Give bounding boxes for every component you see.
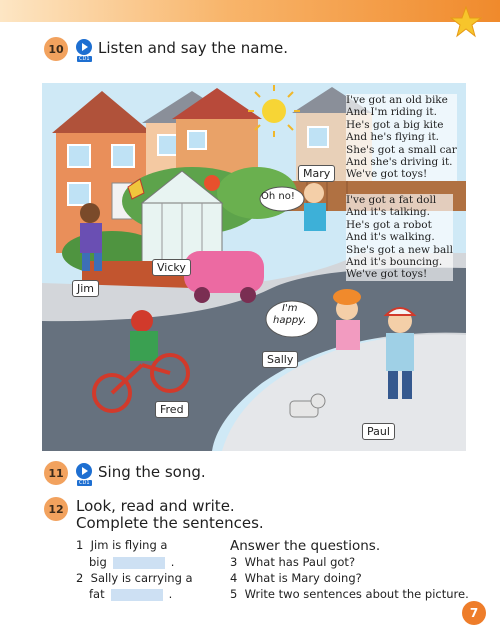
sentence-2-blank[interactable] (111, 589, 163, 601)
task-number-11: 11 (44, 461, 68, 485)
question-3-text: What has Paul got? (244, 555, 356, 569)
audio-play-button-10[interactable] (76, 39, 92, 55)
task-12-instruction-line-1: Look, read and write. (76, 497, 235, 515)
song-line: He's got a robot (346, 218, 432, 231)
question-4-text: What is Mary doing? (244, 571, 362, 585)
sentence-2-line-1 (76, 571, 193, 585)
song-line: And he's flying it. (346, 131, 440, 144)
speech-happy-line-2: happy. (273, 315, 307, 326)
name-label-fred: Fred (155, 401, 189, 418)
top-banner (0, 0, 500, 22)
name-label-sally: Sally (262, 351, 298, 368)
sentence-1-line-2 (89, 555, 174, 569)
page-number: 7 (462, 601, 486, 625)
name-label-jim: Jim (72, 280, 99, 297)
sentence-1-number: 1 (76, 538, 84, 552)
question-4 (230, 571, 362, 585)
task-11-instruction: Sing the song. (98, 463, 206, 481)
name-label-paul: Paul (362, 423, 395, 440)
song-line: And I'm riding it. (346, 106, 437, 119)
name-label-mary: Mary (298, 165, 335, 182)
sentence-1-text: Jim is flying a (90, 538, 168, 552)
cd-track-badge-11: CD1 (79, 480, 90, 486)
sentence-2-text: Sally is carrying a (90, 571, 193, 585)
sentence-1-line-1 (76, 538, 167, 552)
song-line: I've got a fat doll (346, 194, 437, 206)
name-label-vicky: Vicky (152, 259, 191, 276)
speech-happy-line-1: I'm (282, 303, 298, 314)
audio-play-button-11[interactable] (76, 463, 92, 479)
star-icon (450, 6, 482, 38)
song-line: And it's bouncing. (346, 256, 443, 269)
question-3-number: 3 (230, 555, 238, 569)
question-5-text: Write two sentences about the picture. (244, 587, 469, 601)
question-5 (230, 587, 469, 601)
question-3 (230, 555, 355, 569)
speech-oh-no: Oh no! (261, 191, 295, 202)
task-number-12: 12 (44, 497, 68, 521)
sentence-2-word: fat (89, 587, 105, 601)
song-line: He's got a big kite (346, 118, 444, 131)
sentence-1-end: . (170, 555, 175, 569)
task-10-instruction: Listen and say the name. (98, 39, 289, 57)
song-line: And it's walking. (346, 231, 435, 244)
sentence-1-blank[interactable] (113, 557, 165, 569)
song-line: And it's talking. (346, 206, 430, 219)
song-line: We've got toys! (346, 168, 428, 181)
song-line: I've got an old bike (346, 94, 448, 106)
cd-track-badge-10: CD1 (79, 56, 90, 62)
song-line: And she's driving it. (346, 156, 453, 169)
sentence-1-word: big (89, 555, 107, 569)
song-verse-2 (346, 194, 453, 281)
song-line: We've got toys! (346, 268, 428, 281)
answer-questions-heading: Answer the questions. (230, 538, 381, 554)
song-verse-1 (346, 94, 457, 181)
task-12-instruction-line-2: Complete the sentences. (76, 514, 264, 532)
question-4-number: 4 (230, 571, 238, 585)
sentence-2-number: 2 (76, 571, 84, 585)
sentence-2-end: . (168, 587, 173, 601)
song-line: She's got a new ball (346, 243, 453, 256)
question-5-number: 5 (230, 587, 238, 601)
sentence-2-line-2 (89, 587, 172, 601)
song-line: She's got a small car (346, 143, 457, 156)
task-number-10: 10 (44, 37, 68, 61)
